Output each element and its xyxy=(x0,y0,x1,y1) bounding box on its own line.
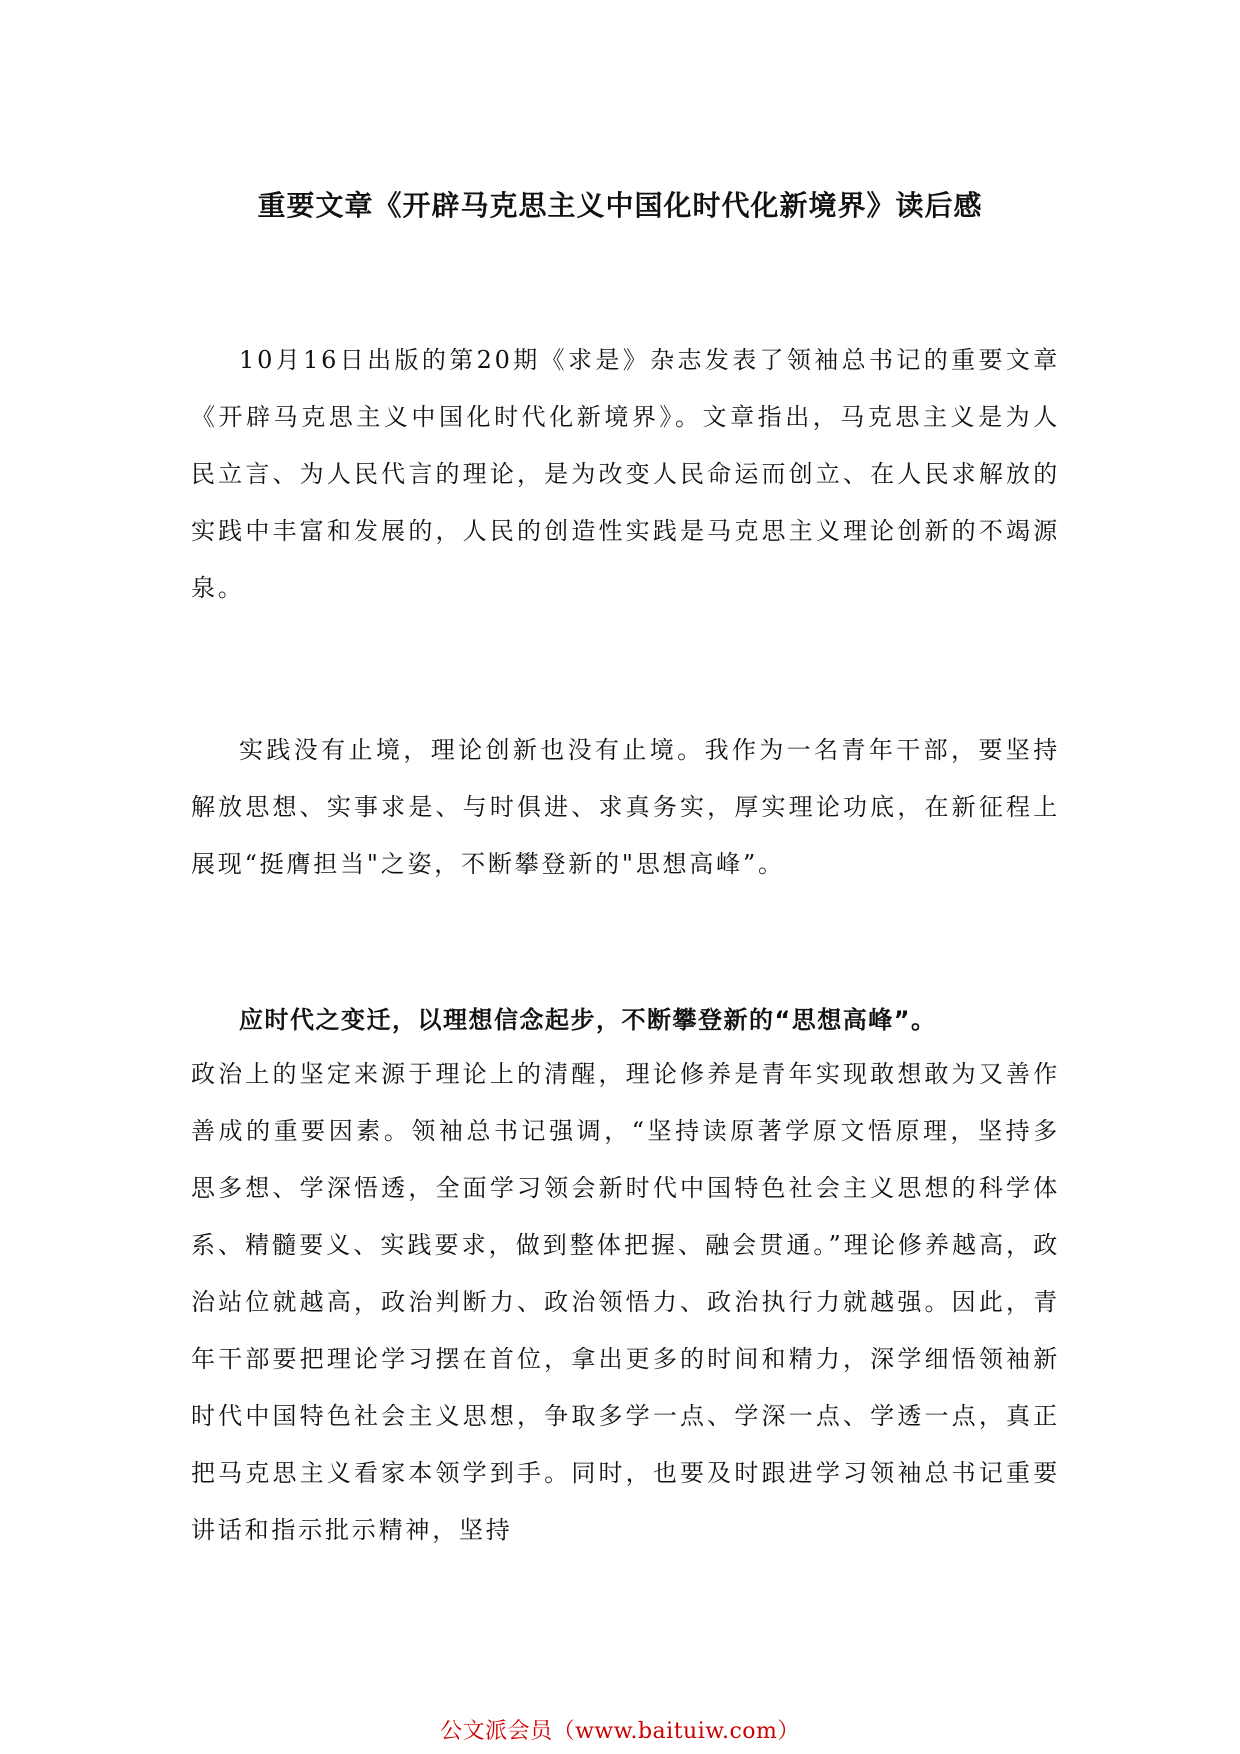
paragraph-section-body: 政治上的坚定来源于理论上的清醒，理论修养是青年实现敢想敢为又善作善成的重要因素。领袖总书记强调，“坚持读原著学原文悟原理，坚持多思多想、学深悟透，全面学习领会新时代中国特色社会主义思想的科学体系、精髓要义、实践要求，做到整体把握、融会贯通。”理论修养越高，政治站位就越高，政治判断力、政治领悟力、政治执行力就越强。因此，青年干部要把理论学习摆在首位，拿出更多的时间和精力，深学细悟领袖新时代中国特色社会主义思想，争取多学一点、学深一点、学透一点，真正把马克思主义看家本领学到手。同时，也要及时跟进学习领袖总书记重要讲话和指示批示精神，坚持 xyxy=(191,1060,1060,1544)
paragraph-practice: 实践没有止境，理论创新也没有止境。我作为一名青年干部，要坚持解放思想、实事求是、与时俱进、求真务实，厚实理论功底，在新征程上展现“挺膺担当"之姿，不断攀登新的"思想高峰”。 xyxy=(191,736,1060,878)
section-heading: 应时代之变迁，以理想信念起步，不断攀登新的“思想高峰”。 xyxy=(239,1006,937,1034)
paragraph-intro: 10月16日出版的第20期《求是》杂志发表了领袖总书记的重要文章《开辟马克思主义中国化时代化新境界》。文章指出，马克思主义是为人民立言、为人民代言的理论，是为改变人民命运而创立、在人民求解放的实践中丰富和发展的，人民的创造性实践是马克思主义理论创新的不竭源泉。 xyxy=(191,346,1060,602)
footer-watermark: 公文派会员（www.baituiw.com） xyxy=(440,1719,800,1744)
document-title: 重要文章《开辟马克思主义中国化时代化新境界》读后感 xyxy=(257,189,983,222)
